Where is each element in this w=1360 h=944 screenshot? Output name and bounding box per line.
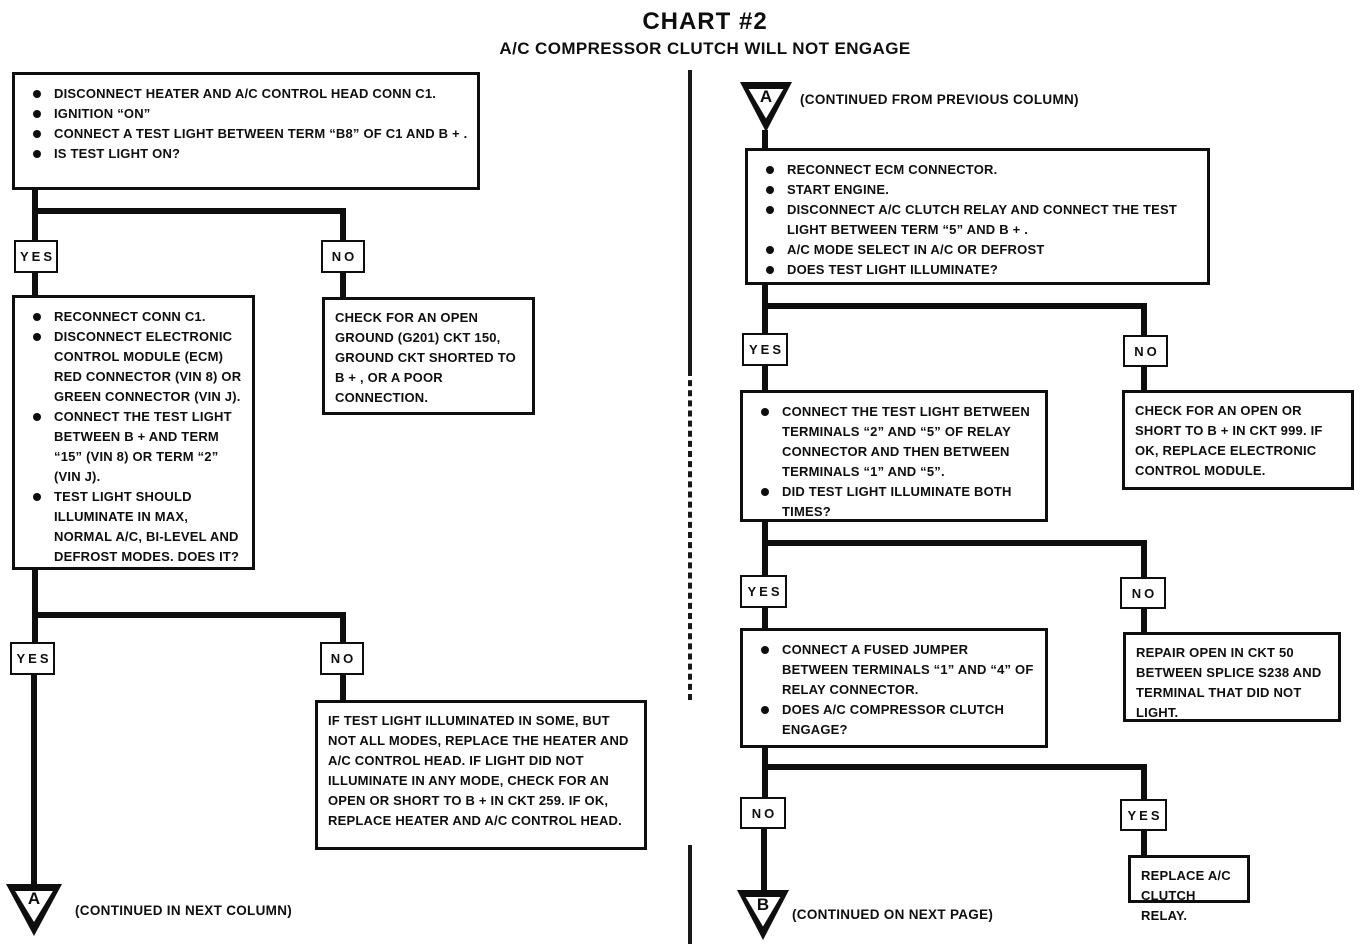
- connector-triangle-a: [740, 82, 792, 132]
- flow-line: [762, 130, 768, 148]
- step-text: CONNECT THE TEST LIGHT BETWEEN B + AND TERM “15” (VIN 8) OR TERM “2” (VIN J).: [54, 409, 232, 484]
- action-text: CHECK FOR AN OPEN GROUND (G201) CKT 150, GROUND CKT SHORTED TO B + , OR A POOR CONNECTION.: [335, 310, 516, 405]
- bullet-icon: [33, 90, 41, 98]
- connector-caption: (CONTINUED FROM PREVIOUS COLUMN): [800, 92, 1079, 107]
- column-separator: [688, 70, 692, 370]
- step-text: TEST LIGHT SHOULD ILLUMINATE IN MAX, NORMAL A/C, BI-LEVEL AND DEFROST MODES. DOES IT?: [54, 489, 240, 564]
- flow-line: [762, 366, 768, 390]
- bullet-icon: [761, 408, 769, 416]
- flow-line: [762, 309, 768, 333]
- flow-line: [1141, 609, 1147, 632]
- chart-title: CHART #2: [642, 8, 768, 35]
- flow-line: [1141, 309, 1147, 335]
- chart-subtitle: A/C COMPRESSOR CLUTCH WILL NOT ENGAGE: [499, 39, 911, 58]
- action-text: REPLACE A/C CLUTCH RELAY.: [1141, 868, 1231, 923]
- step-text: DISCONNECT HEATER AND A/C CONTROL HEAD CONN C1.: [54, 86, 437, 101]
- step-text: DISCONNECT ELECTRONIC CONTROL MODULE (ECM) RED CONNECTOR (VIN 8) OR GREEN CONNECTOR (VIN J).: [54, 329, 242, 404]
- bullet-item: [754, 180, 1199, 200]
- bullet-item: [749, 700, 1037, 740]
- bullet-icon: [766, 206, 774, 214]
- decision-yes: YES: [14, 240, 58, 273]
- decision-no: NO: [1120, 577, 1166, 609]
- step-box-relay-terminals-test: [740, 390, 1048, 522]
- flow-line: [762, 546, 768, 575]
- bullet-icon: [33, 313, 41, 321]
- action-box-replace-relay: [1128, 855, 1250, 923]
- flow-line: [340, 273, 346, 297]
- bullet-item: [754, 240, 1199, 260]
- flow-line: [762, 608, 768, 628]
- bullet-icon: [766, 166, 774, 174]
- decision-no: NO: [1123, 335, 1168, 367]
- chart-header: [420, 8, 990, 59]
- flow-line: [762, 764, 1147, 770]
- bullet-icon: [33, 493, 41, 501]
- bullet-icon: [761, 706, 769, 714]
- bullet-icon: [761, 646, 769, 654]
- step-text: RECONNECT CONN C1.: [54, 309, 206, 324]
- step-box-fused-jumper: [740, 628, 1048, 748]
- step-text: IGNITION “ON”: [54, 106, 151, 121]
- bullet-item: [21, 144, 469, 164]
- flow-line: [32, 208, 346, 214]
- connector-letter: A: [759, 87, 773, 106]
- flow-line: [340, 618, 346, 642]
- flow-line: [32, 273, 38, 295]
- flow-line: [32, 618, 38, 642]
- step-text: A/C MODE SELECT IN A/C OR DEFROST: [787, 242, 1045, 257]
- bullet-item: [21, 307, 244, 327]
- bullet-icon: [766, 246, 774, 254]
- flow-line: [762, 540, 1147, 546]
- bullet-icon: [33, 150, 41, 158]
- bullet-item: [21, 327, 244, 407]
- action-text: CHECK FOR AN OPEN OR SHORT TO B + IN CKT 999. IF OK, REPLACE ELECTRONIC CONTROL MODULE.: [1135, 403, 1323, 478]
- flow-line: [31, 675, 37, 897]
- action-box-ckt-50: [1123, 632, 1341, 722]
- step-text: CONNECT THE TEST LIGHT BETWEEN TERMINALS “2” AND “5” OF RELAY CONNECTOR AND THEN BETWEEN TERMINALS “1” AND “5”.: [782, 404, 1030, 479]
- flow-line: [762, 303, 1147, 309]
- connector-triangle-b: [737, 890, 789, 940]
- step-text: START ENGINE.: [787, 182, 890, 197]
- bullet-icon: [33, 110, 41, 118]
- step-text: DOES TEST LIGHT ILLUMINATE?: [787, 262, 998, 277]
- step-box-clutch-relay-test: [745, 148, 1210, 285]
- decision-no: NO: [320, 642, 364, 675]
- step-text: IS TEST LIGHT ON?: [54, 146, 181, 161]
- action-text: REPAIR OPEN IN CKT 50 BETWEEN SPLICE S238 AND TERMINAL THAT DID NOT LIGHT.: [1136, 645, 1322, 720]
- bullet-item: [754, 260, 1199, 280]
- flow-line: [32, 570, 38, 612]
- connector-caption: (CONTINUED ON NEXT PAGE): [792, 907, 994, 922]
- bullet-icon: [761, 488, 769, 496]
- step-text: DOES A/C COMPRESSOR CLUTCH ENGAGE?: [782, 702, 1005, 737]
- bullet-icon: [766, 266, 774, 274]
- action-text: IF TEST LIGHT ILLUMINATED IN SOME, BUT NOT ALL MODES, REPLACE THE HEATER AND A/C CONTROL HEAD. IF LIGHT DID NOT ILLUMINATE IN ANY MODE, CHECK FOR AN OPEN OR SHORT TO B + IN CKT 259. IF OK, REPLACE HEATER AND A/C CONTROL HEAD.: [328, 713, 629, 828]
- decision-no: NO: [321, 240, 365, 273]
- bullet-icon: [33, 333, 41, 341]
- flow-line: [32, 612, 346, 618]
- action-box-ckt-999: [1122, 390, 1354, 490]
- bullet-icon: [33, 130, 41, 138]
- connector-letter: A: [27, 889, 41, 908]
- flow-line: [1141, 367, 1147, 390]
- flow-line: [1141, 831, 1147, 855]
- step-text: CONNECT A FUSED JUMPER BETWEEN TERMINALS “1” AND “4” OF RELAY CONNECTOR.: [782, 642, 1034, 697]
- decision-no: NO: [740, 797, 786, 829]
- step-text: DISCONNECT A/C CLUTCH RELAY AND CONNECT THE TEST LIGHT BETWEEN TERM “5” AND B + .: [787, 202, 1177, 237]
- bullet-item: [21, 124, 469, 144]
- step-box-test-light-c1: [12, 72, 480, 190]
- bullet-item: [21, 104, 469, 124]
- decision-yes: YES: [742, 333, 788, 366]
- bullet-item: [754, 200, 1199, 240]
- flow-line: [761, 829, 767, 890]
- decision-yes: YES: [740, 575, 787, 608]
- flow-line: [32, 214, 38, 240]
- flow-line: [340, 675, 346, 700]
- step-text: RECONNECT ECM CONNECTOR.: [787, 162, 998, 177]
- connector-triangle-a: [6, 884, 62, 936]
- column-separator: [688, 845, 692, 944]
- bullet-item: [754, 160, 1199, 180]
- flow-line: [762, 770, 768, 797]
- connector-caption: (CONTINUED IN NEXT COLUMN): [75, 903, 293, 918]
- connector-letter: B: [756, 895, 770, 914]
- bullet-item: [749, 640, 1037, 700]
- flow-line: [1141, 546, 1147, 577]
- bullet-item: [21, 487, 244, 567]
- decision-yes: YES: [10, 642, 55, 675]
- flow-line: [762, 748, 768, 764]
- flow-line: [762, 285, 768, 303]
- flow-line: [762, 522, 768, 540]
- action-box-replace-control-head: [315, 700, 647, 850]
- flow-line: [1141, 770, 1147, 799]
- bullet-item: [21, 407, 244, 487]
- action-box-open-ground: [322, 297, 535, 415]
- bullet-item: [749, 402, 1037, 482]
- step-box-ecm-connector-test: [12, 295, 255, 570]
- bullet-item: [21, 84, 469, 104]
- column-separator: [688, 370, 692, 700]
- decision-yes: YES: [1120, 799, 1167, 831]
- step-text: DID TEST LIGHT ILLUMINATE BOTH TIMES?: [782, 484, 1012, 519]
- bullet-icon: [33, 413, 41, 421]
- bullet-icon: [766, 186, 774, 194]
- bullet-item: [749, 482, 1037, 522]
- flow-line: [340, 214, 346, 240]
- step-text: CONNECT A TEST LIGHT BETWEEN TERM “B8” OF C1 AND B + .: [54, 126, 468, 141]
